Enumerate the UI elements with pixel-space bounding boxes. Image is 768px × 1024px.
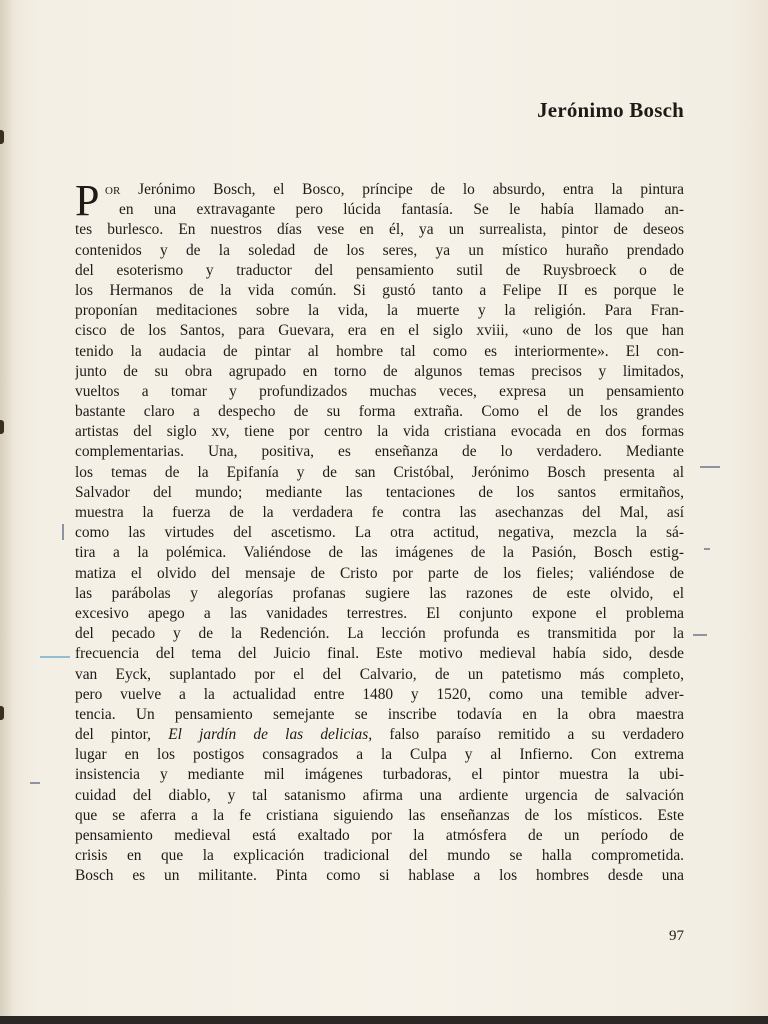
text-line: Salvador del mundo; mediante las tentaciones de los santos ermitaños, (75, 483, 684, 501)
drop-cap: P (75, 176, 100, 225)
page-bottom-edge (0, 1016, 768, 1024)
artwork-title: El jardín de las delicias, (168, 726, 373, 744)
text-line: tira a la polémica. Valiéndose de las imágenes de la Pasión, Bosch estig- (75, 544, 684, 562)
text-line: muestra la fuerza de la verdadera fe contra las asechanzas del Mal, así (75, 504, 684, 521)
text-line (75, 180, 684, 200)
text-line: frecuencia del tema del Juicio final. Este motivo medieval había sido, desde (75, 645, 684, 663)
text-line: pensamiento medieval está exaltado por la atmósfera de un período de (75, 827, 684, 844)
text-line: del pecado y de la Redención. La lección profunda es transmitida por la (75, 625, 684, 643)
text-line: artistas del siglo xv, tiene por centro la vida cristiana evocada en dos formas (75, 423, 684, 441)
page-number: 97 (669, 928, 684, 944)
text-line: cuidad del diablo, y tal satanismo afirma una ardiente urgencia de salvación (75, 786, 684, 804)
pencil-mark (704, 548, 710, 550)
text-line: junto de su obra agrupado en torno de algunos temas precisos y limitados, (75, 362, 684, 380)
text-line: las parábolas y alegorías profanas sugiere las razones de este olvido, el (75, 584, 684, 602)
ink-mark (40, 656, 70, 658)
text-line-content: Jerónimo Bosch, el Bosco, príncipe de lo absurdo, entra la pintura (138, 181, 684, 198)
first-word-small-caps: or (105, 181, 121, 198)
text-line: complementarias. Una, positiva, es enseñanza de lo verdadero. Mediante (75, 443, 684, 461)
text-line: matiza el olvido del mensaje de Cristo por parte de los fieles; valiéndose de (75, 564, 684, 582)
text-line: crisis en que la explicación tradicional del mundo se halla comprometida. (75, 847, 684, 865)
text-line: Bosch es un militante. Pinta como si hablase a los hombres desde una (75, 867, 684, 885)
body-paragraph (75, 176, 684, 887)
pencil-mark (62, 524, 64, 540)
pencil-mark (693, 634, 707, 636)
text-line: tenido la audacia de pintar al hombre tal como es interiormente». El con- (75, 342, 684, 360)
text-line: proponían meditaciones sobre la vida, la muerte y la religión. Para Fran- (75, 302, 684, 320)
text-line: vueltos a tomar y profundizados muchas veces, expresa un pensamiento (75, 382, 684, 400)
text-line: los temas de la Epifanía y de san Cristóbal, Jerónimo Bosch presenta al (75, 463, 684, 481)
text-line: excesivo apego a las vanidades terrestres. El conjunto expone el problema (75, 604, 684, 622)
pencil-mark (30, 782, 40, 784)
text-line-content: falso paraíso remitido a su verdadero (372, 726, 684, 744)
binding-hole (0, 130, 4, 144)
pencil-mark (700, 466, 720, 468)
page-title: Jerónimo Bosch (537, 98, 684, 123)
text-line: pero vuelve a la actualidad entre 1480 y 1520, como una temible adver- (75, 685, 684, 703)
text-line (75, 725, 684, 745)
text-line: tencia. Un pensamiento semejante se inscribe todavía en la obra maestra (75, 705, 684, 723)
text-line: en una extravagante pero lúcida fantasía. Se le había llamado an- (119, 201, 684, 219)
binding-hole (0, 706, 4, 720)
text-line: contenidos y de la soledad de los seres, ya un místico huraño prendado (75, 241, 684, 259)
text-line-content: del pintor, (75, 726, 169, 744)
text-line: los Hermanos de la vida común. Si gustó tanto a Felipe II es porque le (75, 281, 684, 299)
binding-shadow (0, 0, 14, 1024)
text-line: insistencia y mediante mil imágenes turbadoras, el pintor muestra la ubi- (75, 766, 684, 784)
text-line: como las virtudes del ascetismo. La otra actitud, negativa, mezcla la sá- (75, 524, 684, 542)
text-line: tes burlesco. En nuestros días vese en él, ya un surrealista, pintor de deseos (75, 221, 684, 239)
text-line: bastante claro a despecho de su forma extraña. Como el de los grandes (75, 403, 684, 421)
text-line: que se aferra a la fe cristiana siguiendo las enseñanzas de los místicos. Este (75, 806, 684, 824)
text-line: lugar en los postigos consagrados a la Culpa y al Infierno. Con extrema (75, 746, 684, 764)
text-line: van Eyck, suplantado por el del Calvario, de un patetismo más completo, (75, 665, 684, 683)
text-line: cisco de los Santos, para Guevara, era en el siglo xviii, «uno de los que han (75, 322, 684, 340)
text-line: del esoterismo y traductor del pensamiento sutil de Ruysbroeck o de (75, 261, 684, 279)
binding-hole (0, 420, 4, 434)
